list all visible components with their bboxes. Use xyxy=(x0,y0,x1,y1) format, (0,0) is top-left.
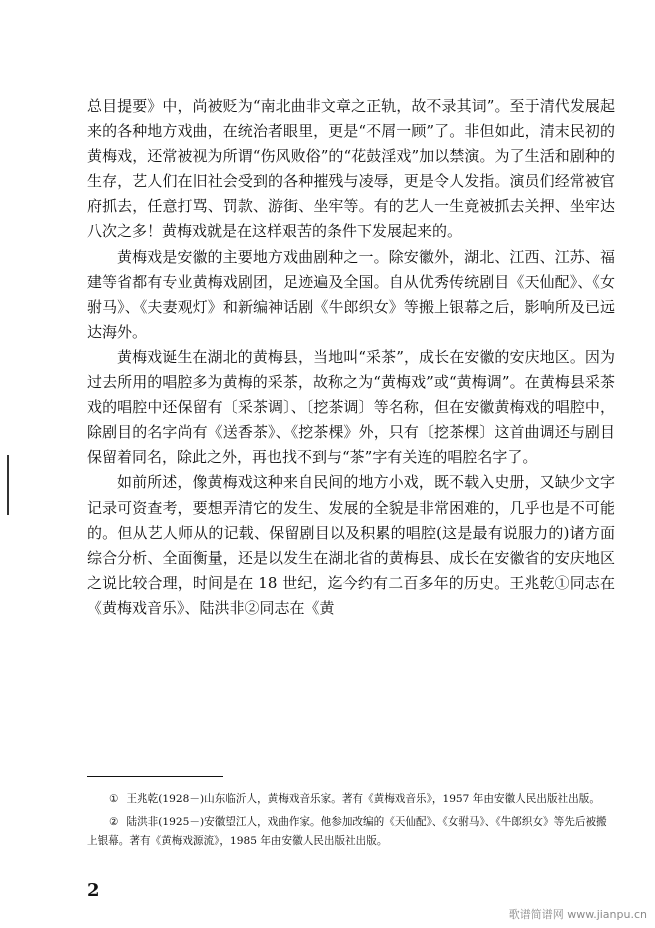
watermark: 歌谱简谱网 www.jianpu.cn xyxy=(508,908,647,921)
footnotes xyxy=(87,790,615,855)
paragraph-3: 黄梅戏诞生在湖北的黄梅县，当地叫“采茶”，成长在安徽的安庆地区。因为过去所用的唱腔多为黄梅的采茶，故称之为“黄梅戏”或“黄梅调”。在黄梅县采茶戏的唱腔中还保留有〔采茶调〕、〔挖茶调〕等名称，但在安徽黄梅戏的唱腔中，除剧目的名字尚有《送香茶》、《挖茶棵》外，只有〔挖茶棵〕这首曲调还与剧目保留着同名，除此之外，再也找不到与“茶”字有关连的唱腔名字了。 xyxy=(87,347,615,467)
footnote-2-mark: ② xyxy=(109,816,119,828)
paragraph-1: 总目提要》中，尚被贬为“南北曲非文章之正轨，故不录其词”。至于清代发展起来的各种地方戏曲，在统治者眼里，更是“不屑一顾”了。非但如此，清末民初的黄梅戏，还常被视为所谓“伤风败俗”的“花鼓淫戏”加以禁演。为了生活和剧种的生存，艺人们在旧社会受到的各种摧残与凌辱，更是令人发指。演员们经常被官府抓去，任意打骂、罚款、游街、坐牢等。有的艺人一生竟被抓去关押、坐牢达八次之多！黄梅戏就是在这样艰苦的条件下发展起来的。 xyxy=(87,97,615,241)
footnote-divider xyxy=(87,776,223,777)
paragraph-4: 如前所述，像黄梅戏这种来自民间的地方小戏，既不载入史册，又缺少文字记录可资查考，要想弄清它的发生、发展的全貌是非常困难的，几乎也是不可能的。但从艺人师从的记载、保留剧目以及积累的唱腔(这是最有说服力的)诸方面综合分析、全面衡量，还是以发生在湖北省的黄梅县、成长在安徽省的安庆地区之说比较合理，时间是在 18 世纪，迄今约有二百多年的历史。王兆乾①同志在《黄梅戏音乐》、陆洪非②同志在《黄 xyxy=(87,473,615,617)
footnote-1 xyxy=(87,790,615,809)
scan-edge-mark xyxy=(7,455,9,515)
paragraph-2: 黄梅戏是安徽的主要地方戏曲剧种之一。除安徽外，湖北、江西、江苏、福建等省都有专业黄梅戏剧团，足迹遍及全国。自从优秀传统剧目《天仙配》、《女驸马》、《夫妻观灯》和新编神话剧《牛郎织女》等搬上银幕之后，影响所及已远达海外。 xyxy=(87,247,615,341)
footnote-2-text: 陆洪非(1925－)安徽望江人，戏曲作家。他参加改编的《天仙配》、《女驸马》、《牛郎织女》等先后被搬上银幕。著有《黄梅戏源流》，1985 年由安徽人民出版社出版。 xyxy=(87,816,607,847)
footnote-1-text: 王兆乾(1928－)山东临沂人，黄梅戏音乐家。著有《黄梅戏音乐》，1957 年由安徽人民出版社出版。 xyxy=(126,793,600,805)
footnote-2 xyxy=(87,813,615,851)
body-text xyxy=(87,94,615,621)
page-number: 2 xyxy=(87,880,100,901)
footnote-1-mark: ① xyxy=(109,793,119,805)
